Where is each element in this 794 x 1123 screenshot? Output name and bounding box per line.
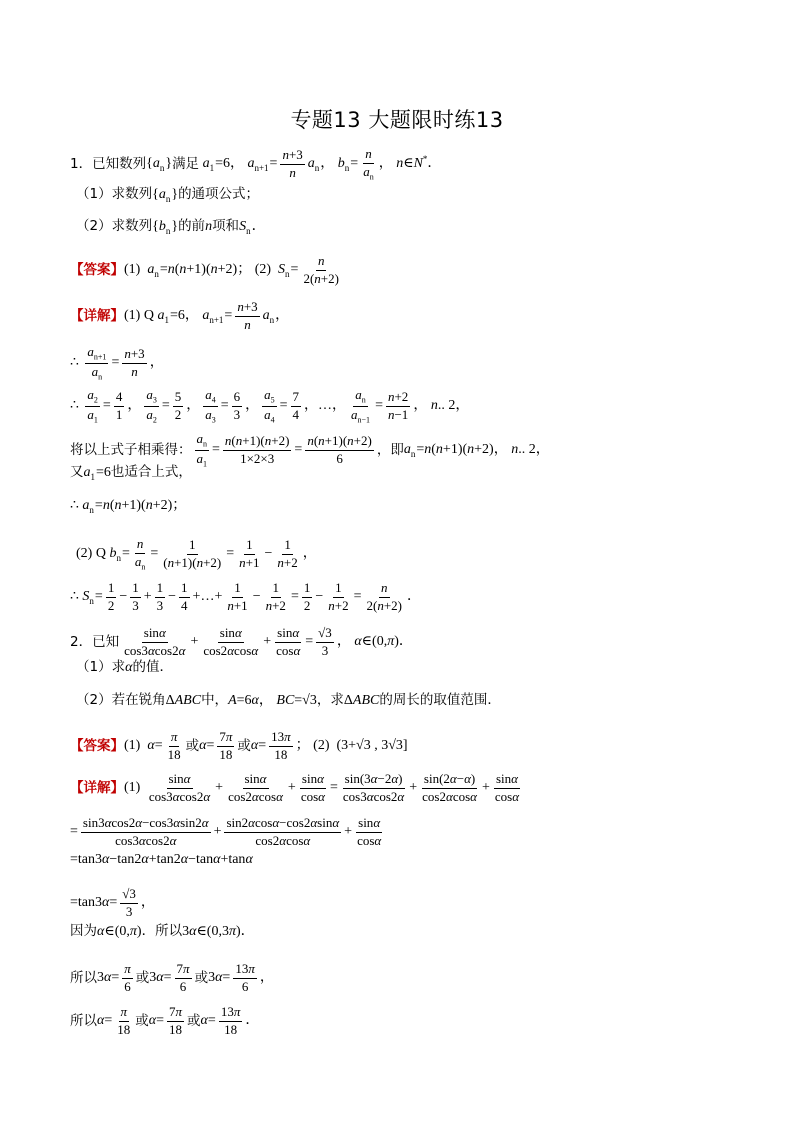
q1-statement: 1． 已知数列 $\{a_n\}$ 满足 $a_1=6$， $a_{n+1}=$ $\frac{n+3}{n}$ $a_n$， $b_n=$ $\frac{n}{a_n}$ ， n∈N*．: [70, 146, 442, 182]
q2-detail-7: 所以 α = $\frac{\pi}{18}$ 或 α = $\frac{7\pi}{18}$ 或 α = $\frac{13\pi}{18}$ ．: [70, 1004, 260, 1037]
q1-detail-2: ∴ $\frac{a_{n+1}}{a_n}$ = $\frac{n+3}{n}$ ，: [70, 344, 164, 382]
q1-detail-1: 【详解】 (1) Q $a_1=6$， $a_{n+1}=$ $\frac{n+3}{n}$ $a_n$，: [70, 299, 290, 332]
detail-label: 【详解】: [70, 779, 124, 796]
page-title: 专题13 大题限时练13: [290, 108, 504, 132]
q2-answer: 【答案】 (1) α= $\frac{\pi}{18}$ 或 α = $\frac{7\pi}{18}$ 或 α = $\frac{13\pi}{18}$ ； (2) (3+√3 , 3√3]: [70, 729, 408, 762]
q2-detail-6: 所以 3α= $\frac{\pi}{6}$ 或 3α= $\frac{7\pi}{6}$ 或 3α= $\frac{13\pi}{6}$ ，: [70, 961, 274, 994]
q2-detail-5: 因为 α∈(0,π) ．所以 3α∈(0,3π)．: [70, 923, 255, 940]
q2-detail-3: =tan3α−tan2α+tan2α−tanα+tanα: [70, 852, 253, 867]
q1-detail-7: (2) Q $b_n=$ $\frac{n}{a_n}$ = $\frac{1}{(n+1)(n+2)}$ = $\frac{1}{n+1}$ − $\frac{1}{n+2}$ ，: [76, 536, 317, 572]
detail-label: 【详解】: [70, 307, 124, 324]
answer-label: 【答案】: [70, 737, 124, 754]
q1-detail-6: ∴ $a_n=n(n+1)(n+2)$；: [70, 498, 187, 515]
q2-detail-4: =tan3α= $\frac{√3}{3}$ ，: [70, 886, 155, 919]
q1-number: 1．: [70, 155, 93, 172]
q1-part1: （1）求数列 $\{a_n\}$ 的通项公式；: [76, 186, 260, 204]
answer-label: 【答案】: [70, 261, 124, 278]
q1-detail-8: ∴ $S_n=$ $\frac{1}{2}$ − $\frac{1}{3}$ + $\frac{1}{3}$ − $\frac{1}{4}$ +…+ $\frac{1}{n+1}$ − $\frac{1}{n+2}$ = $\frac{1}{2}$ − $\frac{1}{n+2}$ = $\frac{n}{2(n+2)}$ ．: [70, 580, 422, 613]
q1-detail-4: 将以上式子相乘得： $\frac{a_n}{a_1}$ = $\frac{n(n+1)(n+2)}{1\times 2\times 3}$ = $\frac{n(n+1)(n+2)}{6}$ ，即 $a_n=n(n+1)(n+2)$， n.. 2，: [70, 431, 550, 469]
q1-detail-3: ∴ $\frac{a_2}{a_1}$ = $\frac{4}{1}$ ， $\frac{a_3}{a_2}$ = $\frac{5}{2}$ ， $\frac{a_4}{a_3}$ = $\frac{6}{3}$ ， $\frac{a_5}{a_4}$ = $\frac{7}{4}$ ，…， $\frac{a_n}{a_{n-1}}$ = $\frac{n+2}{n-1}$ ， n.. 2，: [70, 387, 470, 425]
q2-part2: （2）若在锐角 ΔABC 中， A=6α， BC=√3 ，求 ΔABC 的周长的取值范围．: [76, 692, 501, 709]
q2-number: 2．: [70, 633, 93, 650]
q2-detail-2: = $\frac{\sin 3\alpha\cos 2\alpha-\cos 3\alpha\sin 2\alpha}{\cos 3\alpha\cos 2\alpha}$ + $\frac{\sin 2\alpha\cos\alpha-\cos 2\alpha\sin\alpha}{\cos 2\alpha\cos\alpha}$ + $\frac{\sin\alpha}{\cos\alpha}$: [70, 815, 382, 848]
q2-detail-1: 【详解】 (1) $\frac{\sin\alpha}{\cos 3\alpha\cos 2\alpha}$ + $\frac{\sin\alpha}{\cos 2\alpha\cos\alpha}$ + $\frac{\sin\alpha}{\cos\alpha}$ = $\frac{\sin(3\alpha-2\alpha)}{\cos 3\alpha\cos 2\alpha}$ + $\frac{\sin(2\alpha-\alpha)}{\cos 2\alpha\cos\alpha}$ + $\frac{\sin\alpha}{\cos\alpha}$: [70, 771, 520, 804]
q1-part2: （2）求数列 $\{b_n\}$ 的前 n 项和 $S_n$．: [76, 218, 266, 236]
q2-statement: 2． 已知 $\frac{\sin\alpha}{\cos 3\alpha\cos 2\alpha}$ + $\frac{\sin\alpha}{\cos 2\alpha\cos\alpha}$ + $\frac{\sin\alpha}{\cos\alpha}$ = $\frac{√3}{3}$ ， α∈(0,π)．: [70, 625, 413, 658]
q1-answer: 【答案】 (1) $a_n=n(n+1)(n+2)$； (2) $S_n=$ $\frac{n}{2(n+2)}$: [70, 253, 339, 286]
q2-part1: （1）求 α 的值．: [76, 659, 173, 676]
q1-detail-5: 又 $a_1=6$ 也适合上式，: [70, 464, 192, 482]
